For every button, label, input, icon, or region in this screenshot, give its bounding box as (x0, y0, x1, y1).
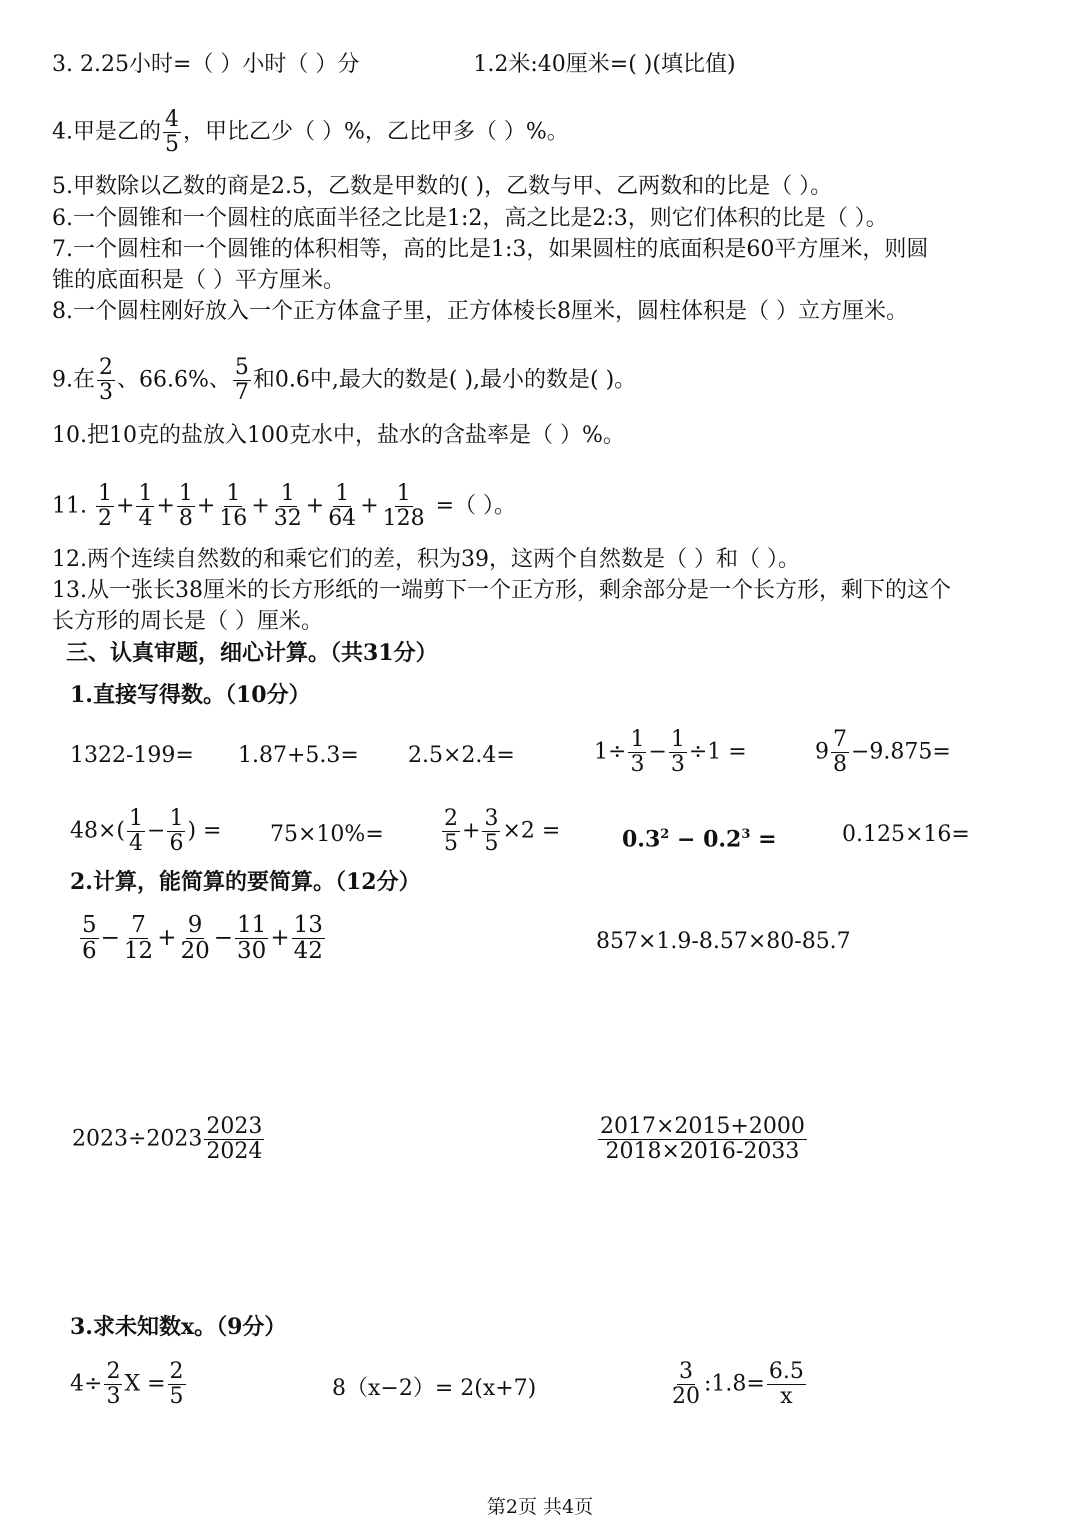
simplify-expression-d (596, 1115, 809, 1164)
equation-2: 8（x−2）= 2(x+7) (332, 1376, 537, 1401)
question-9: 9.在 $\frac{2}{3}$ 、66.6%、 $\frac{5}{7}$ 和0.6中,最大的数是( ),最小的数是( )。 (52, 355, 637, 406)
mental-calc-4: 1÷ $\frac{1}{3}$ − $\frac{1}{3}$ ÷1 = (594, 727, 747, 778)
simplify-expression-a: $\frac{5}{6}$ − $\frac{7}{12}$ + $\frac{9}{20}$ − $\frac{11}{30}$ + $\frac{13}{42}$ (82, 912, 323, 965)
question-11: 11. $\frac{1}{2}$ + $\frac{1}{4}$ + $\frac{1}{8}$ + $\frac{1}{16}$ + $\frac{1}{32}$ + $\frac{1}{64}$ + $\frac{1}{128}$ =（ ）。 (52, 481, 517, 532)
fraction: $\frac{13}{42}$ (293, 912, 323, 965)
question-7-line-1: 7.一个圆柱和一个圆锥的体积相等，高的比是1:3，如果圆柱的底面积是60平方厘米，则圆 (52, 237, 929, 262)
mental-calc-7: 75×10%= (270, 822, 384, 847)
mental-calc-2: 1.87+5.3= (238, 743, 359, 768)
fraction: $\frac{2}{5}$ (169, 1359, 184, 1410)
question-12: 12.两个连续自然数的和乘它们的差，积为39，这两个自然数是（ ）和（ ）。 (52, 547, 800, 572)
question-4: 4.甲是乙的 $\frac{4}{5}$ ，甲比乙少（ ）%，乙比甲多（ ）%。 (52, 107, 569, 158)
fraction: $\frac{1}{32}$ (273, 481, 302, 532)
fraction: $\frac{2}{3}$ (99, 355, 113, 406)
mental-calc-6: 48×( $\frac{1}{4}$ − $\frac{1}{6}$ ) = (70, 806, 222, 857)
part-2-title: 2.计算，能简算的要简算。（12分） (70, 869, 421, 895)
fraction: $\frac{1}{128}$ (382, 481, 425, 532)
question-3-part-a: 3. 2.25小时=（ ）小时（ ）分 (52, 52, 360, 77)
fraction: $\frac{5}{7}$ (234, 355, 249, 406)
fraction: $\frac{9}{20}$ (180, 912, 210, 965)
equation-3: $\frac{3}{20}$ :1.8= $\frac{6.5}{x}$ (672, 1359, 804, 1410)
fraction: $\frac{1}{16}$ (219, 481, 248, 532)
fraction: $\frac{7}{12}$ (123, 912, 154, 965)
fraction: $\frac{2}{5}$ (444, 806, 458, 857)
fraction: $\frac{1}{8}$ (178, 481, 193, 532)
simplify-expression-c: 2023÷2023 $\frac{2023}{2024}$ (72, 1114, 263, 1165)
question-13-line-2: 长方形的周长是（ ）厘米。 (52, 609, 323, 634)
mental-calc-8: $\frac{2}{5}$ + $\frac{3}{5}$ ×2 = (444, 806, 561, 857)
mental-calc-9: $0.3^2 - 0.2^3$ = (622, 826, 777, 853)
question-3-part-b: 1.2米:40厘米=( )(填比值) (473, 52, 736, 77)
fraction: $\frac{6.5}{x}$ (768, 1359, 804, 1410)
fraction: $\frac{2023}{2024}$ (206, 1114, 263, 1165)
question-5: 5.甲数除以乙数的商是2.5，乙数是甲数的( )，乙数与甲、乙两数和的比是（ ）。 (52, 174, 833, 199)
equation-1: 4÷ $\frac{2}{3}$ X = $\frac{2}{5}$ (70, 1359, 184, 1410)
fraction: $\frac{1}{3}$ (670, 727, 685, 778)
mental-calc-5: 9 $\frac{7}{8}$ −9.875= (815, 727, 951, 778)
fraction: $\frac{11}{30}$ (237, 912, 267, 965)
question-6: 6.一个圆锥和一个圆柱的底面半径之比是1:2，高之比是2:3，则它们体积的比是（ ）。 (52, 206, 888, 231)
fraction: $\frac{1}{6}$ (169, 806, 184, 857)
mental-calc-3: 2.5×2.4= (408, 743, 515, 768)
fraction: $\frac{2}{3}$ (106, 1359, 121, 1410)
question-7-line-2: 锥的底面积是（ ）平方厘米。 (52, 268, 345, 293)
question-8: 8.一个圆柱刚好放入一个正方体盒子里，正方体棱长8厘米，圆柱体积是（ ）立方厘米。 (52, 299, 908, 324)
part-1-title: 1.直接写得数。（10分） (70, 682, 311, 708)
mental-calc-1: 1322-199= (70, 743, 194, 768)
fraction: $\frac{5}{6}$ (82, 912, 97, 965)
fraction: $\frac{1}{3}$ (630, 727, 645, 778)
fraction: $\frac{7}{8}$ (833, 727, 847, 778)
question-13-line-1: 13.从一张长38厘米的长方形纸的一端剪下一个正方形，剩余部分是一个长方形，剩下的这个 (52, 578, 951, 603)
fraction: $\frac{3}{5}$ (484, 806, 499, 857)
fraction: $\frac{1}{4}$ (129, 806, 144, 857)
fraction: $\frac{1}{4}$ (138, 481, 153, 532)
section-3-title: 三、认真审题，细心计算。（共31分） (66, 640, 438, 666)
fraction: $\frac{1}{64}$ (328, 481, 357, 532)
question-3 (52, 50, 736, 80)
page-number: 第2页 共4页 (486, 1496, 594, 1518)
fraction: $\frac{4}{5}$ (165, 107, 179, 158)
fraction: $\frac{2017\times 2015+2000}{2018\times 2016-2033}$ (600, 1114, 805, 1165)
part-3-title: 3.求未知数x。（9分） (70, 1314, 287, 1340)
question-10: 10.把10克的盐放入100克水中，盐水的含盐率是（ ）%。 (52, 423, 625, 448)
simplify-expression-b: 857×1.9-8.57×80-85.7 (596, 929, 851, 954)
fraction: $\frac{1}{2}$ (98, 481, 112, 532)
fraction: $\frac{3}{20}$ (672, 1359, 700, 1410)
mental-calc-10: 0.125×16= (842, 822, 970, 847)
